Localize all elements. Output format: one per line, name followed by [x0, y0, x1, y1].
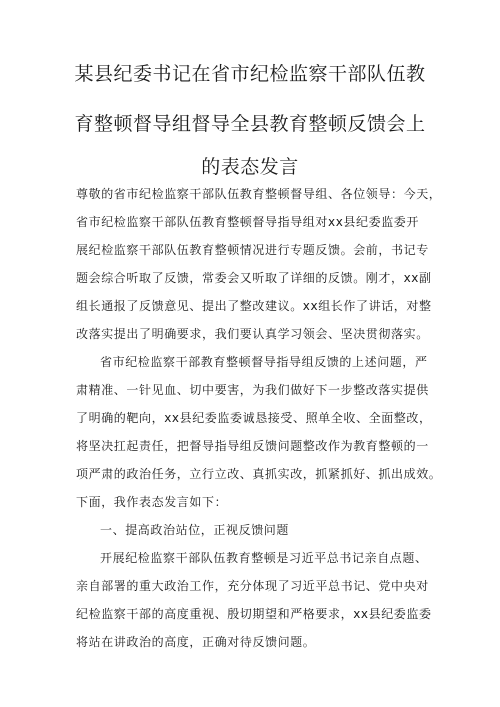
document-title-line-1: 某县纪委书记在省市纪检监察干部队伍教 [74, 63, 426, 85]
document-title-line-2: 育整顿督导组督导全县教育整顿反馈会上 [74, 113, 426, 135]
document-title-line-3: 的表态发言 [201, 156, 299, 178]
body-line: 下面，我作表态发言如下： [76, 495, 228, 509]
body-line: 亲自部署的重大政治工作，充分体现了习近平总书记、党中央对 [76, 579, 429, 593]
body-line: 纪检监察干部的高度重视、殷切期望和严格要求，xx县纪委监委 [76, 607, 432, 621]
section-heading: 一、提高政治站位，正视反馈问题 [100, 523, 290, 537]
body-line: 开展纪检监察干部队伍教育整顿是习近平总书记亲自点题、 [100, 551, 428, 565]
body-line: 展纪检监察干部队伍教育整顿情况进行专题反馈。会前，书记专 [76, 243, 429, 257]
body-line: 组长通报了反馈意见、提出了整改建议。xx组长作了讲话，对整 [76, 299, 432, 313]
body-line: 尊敬的省市纪检监察干部队伍教育整顿督导组、各位领导：今天， [76, 187, 442, 201]
body-line: 项严肃的政治任务，立行立改、真抓实改，抓紧抓好、抓出成效。 [76, 467, 442, 481]
body-line: 将站在讲政治的高度，正确对待反馈问题。 [76, 635, 316, 649]
body-line: 省市纪检监察干部教育整顿督导指导组反馈的上述问题，严 [100, 355, 428, 369]
body-line: 题会综合听取了反馈，常委会又听取了详细的反馈。刚才，xx副 [76, 271, 432, 285]
body-line: 肃精准、一针见血、切中要害，为我们做好下一步整改落实提供 [76, 383, 429, 397]
body-line: 了明确的靶向，xx县纪委监委诚恳接受、照单全收、全面整改， [76, 411, 432, 425]
body-line: 将坚决扛起责任，把督导指导组反馈问题整改作为教育整顿的一 [76, 439, 429, 453]
body-line: 改落实提出了明确要求，我们要认真学习领会、坚决贯彻落实。 [76, 327, 429, 341]
body-line: 省市纪检监察干部队伍教育整顿督导指导组对xx县纪委监委开 [76, 215, 420, 229]
